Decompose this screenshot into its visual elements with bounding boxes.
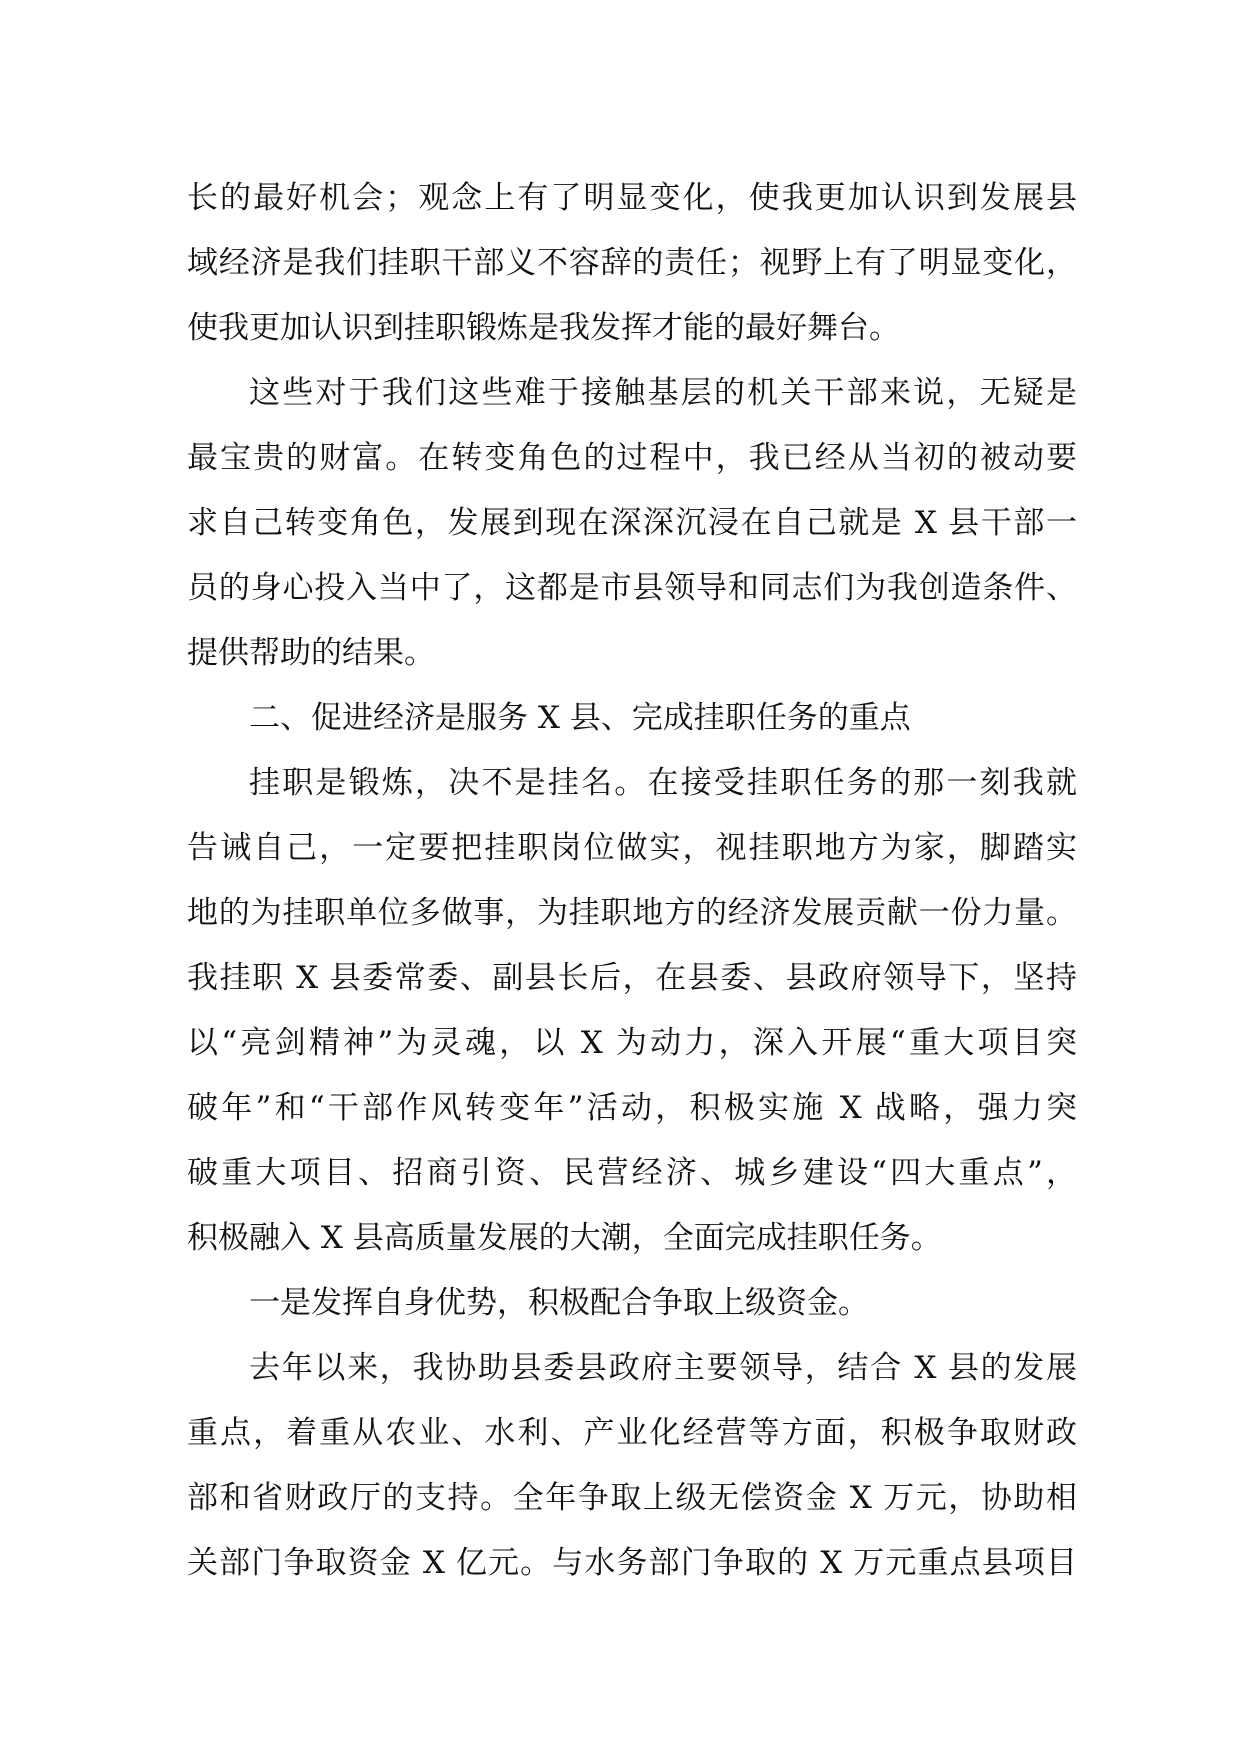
text-line: 地的为挂职单位多做事，为挂职地方的经济发展贡献一份力量。 <box>187 895 1077 931</box>
subsection-heading: 一是发挥自身优势，积极配合争取上级资金。 <box>249 1285 869 1321</box>
text-line: 使我更加认识到挂职锻炼是我发挥才能的最好舞台。 <box>187 310 900 346</box>
text-line: 去年以来，我协助县委县政府主要领导，结合 X 县的发展 <box>249 1350 1077 1386</box>
text-line: 重点，着重从农业、水利、产业化经营等方面，积极争取财政 <box>187 1415 1077 1451</box>
text-line: 这些对于我们这些难于接触基层的机关干部来说，无疑是 <box>249 375 1077 411</box>
text-line: 提供帮助的结果。 <box>187 635 435 671</box>
text-line: 长的最好机会；观念上有了明显变化，使我更加认识到发展县 <box>187 180 1077 216</box>
text-line: 部和省财政厅的支持。全年争取上级无偿资金 X 万元，协助相 <box>187 1480 1077 1516</box>
text-line: 求自己转变角色，发展到现在深深沉浸在自己就是 X 县干部一 <box>187 505 1077 541</box>
text-line: 最宝贵的财富。在转变角色的过程中，我已经从当初的被动要 <box>187 440 1077 476</box>
text-line: 域经济是我们挂职干部义不容辞的责任；视野上有了明显变化， <box>187 245 1077 281</box>
text-line: 员的身心投入当中了，这都是市县领导和同志们为我创造条件、 <box>187 570 1077 606</box>
document-body <box>187 166 1077 1596</box>
text-line: 告诫自己，一定要把挂职岗位做实，视挂职地方为家，脚踏实 <box>187 830 1077 866</box>
text-line: 我挂职 X 县委常委、副县长后，在县委、县政府领导下，坚持 <box>187 960 1077 996</box>
text-line: 破年”和“干部作风转变年”活动，积极实施 X 战略，强力突 <box>187 1090 1077 1126</box>
text-line: 挂职是锻炼，决不是挂名。在接受挂职任务的那一刻我就 <box>249 765 1077 801</box>
text-line: 破重大项目、招商引资、民营经济、城乡建设“四大重点”， <box>187 1155 1077 1191</box>
section-heading: 二、促进经济是服务 X 县、完成挂职任务的重点 <box>249 700 911 736</box>
text-line: 关部门争取资金 X 亿元。与水务部门争取的 X 万元重点县项目 <box>187 1545 1077 1581</box>
text-line: 积极融入 X 县高质量发展的大潮，全面完成挂职任务。 <box>187 1220 942 1256</box>
text-line: 以“亮剑精神”为灵魂，以 X 为动力，深入开展“重大项目突 <box>187 1025 1077 1061</box>
